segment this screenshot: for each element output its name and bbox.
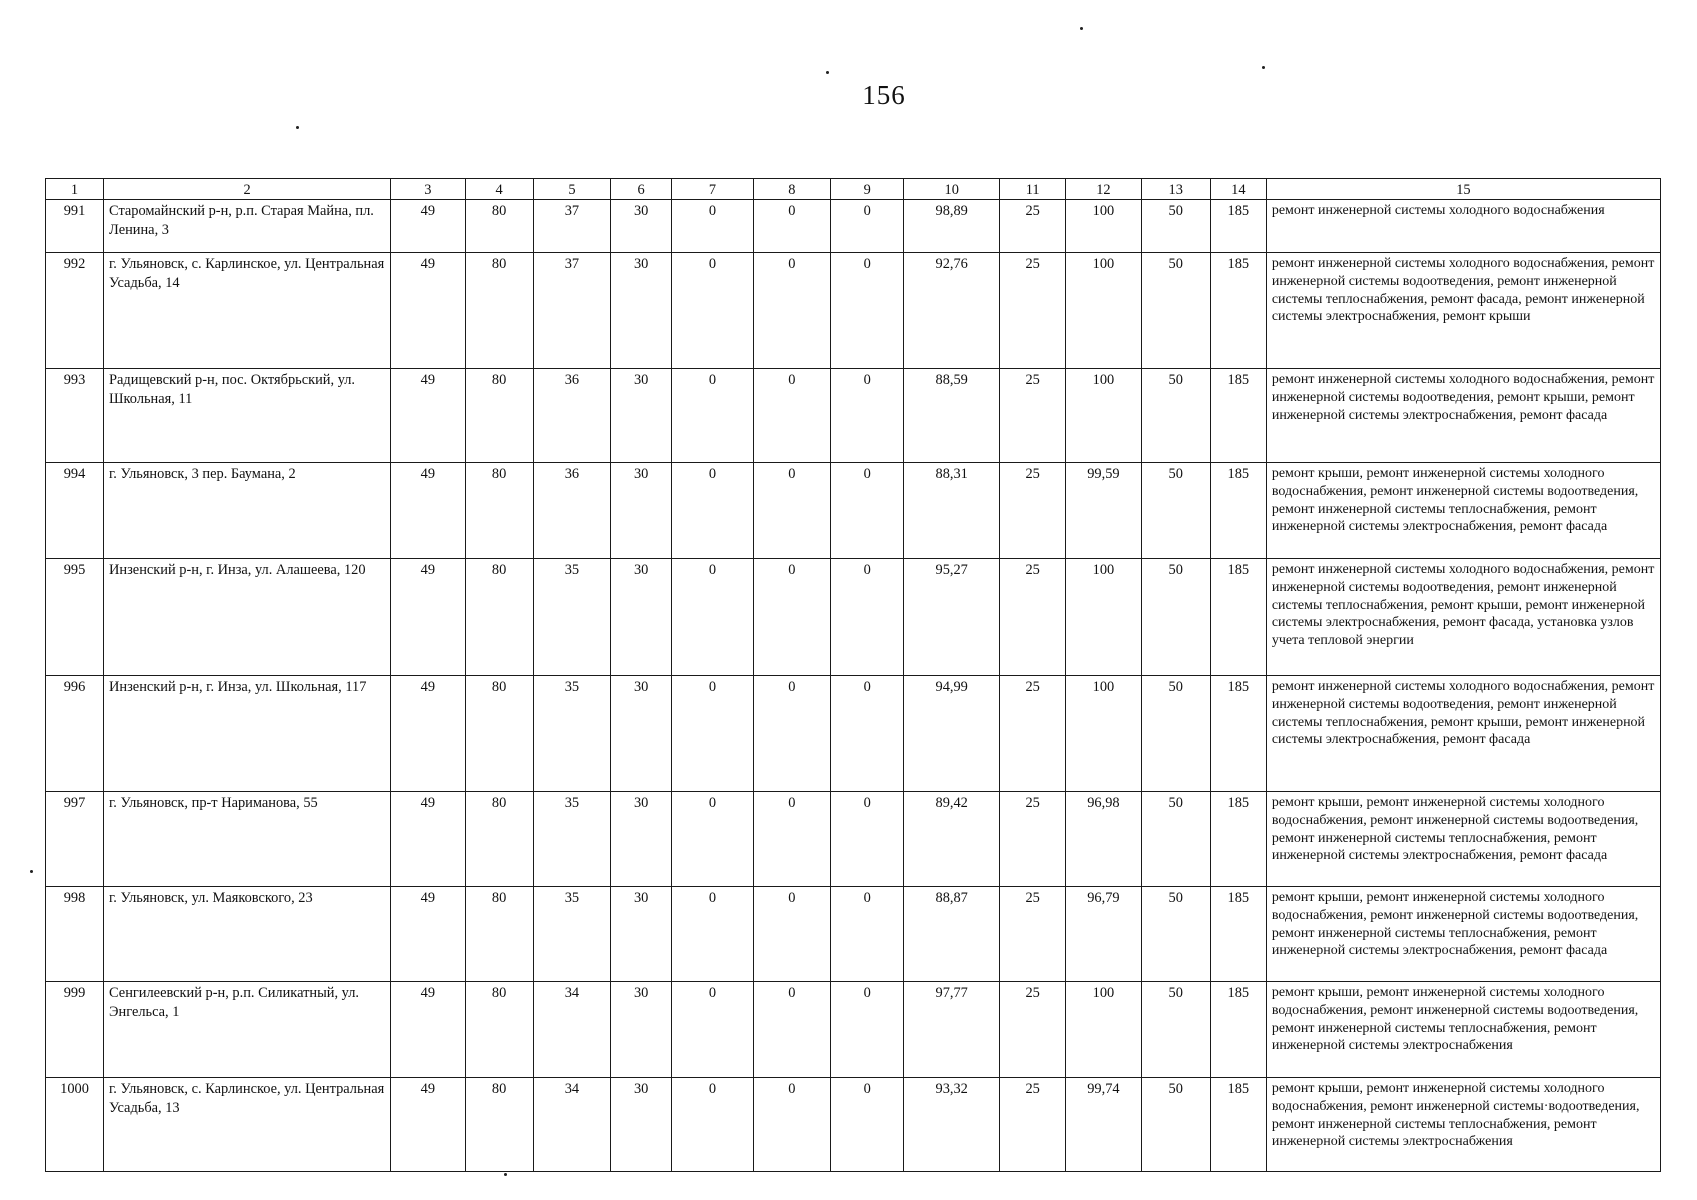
table-row (46, 369, 1661, 463)
column-header-14: 14 (1210, 179, 1266, 200)
address: Старомайнский р-н, р.п. Старая Майна, пл. Ленина, 3 (104, 200, 391, 253)
work-types: ремонт крыши, ремонт инженерной системы холодного водоснабжения, ремонт инженерной системы·водоотведения, ремонт инженерной системы теплоснабжения, ремонт инженерной системы электроснабжения (1266, 1078, 1660, 1172)
col-8-value: 0 (753, 982, 830, 1078)
col-13-value: 50 (1141, 559, 1210, 676)
col-11-value: 25 (1000, 1078, 1066, 1172)
address: Сенгилеевский р-н, р.п. Силикатный, ул. Энгельса, 1 (104, 982, 391, 1078)
col-11-value: 25 (1000, 559, 1066, 676)
work-types: ремонт инженерной системы холодного водоснабжения, ремонт инженерной системы водоотведения, ремонт инженерной системы теплоснабжения, ремонт фасада, ремонт инженерной системы электроснабжения, ремонт крыши (1266, 253, 1660, 369)
col-7-value: 0 (672, 676, 753, 792)
col-4-value: 80 (465, 463, 533, 559)
col-3-value: 49 (391, 792, 465, 887)
col-8-value: 0 (753, 369, 830, 463)
col-10-value: 92,76 (904, 253, 1000, 369)
col-11-value: 25 (1000, 369, 1066, 463)
col-6-value: 30 (611, 200, 672, 253)
col-14-value: 185 (1210, 253, 1266, 369)
col-4-value: 80 (465, 200, 533, 253)
col-6-value: 30 (611, 253, 672, 369)
col-11-value: 25 (1000, 253, 1066, 369)
col-13-value: 50 (1141, 887, 1210, 982)
col-6-value: 30 (611, 1078, 672, 1172)
col-5-value: 36 (533, 369, 610, 463)
work-types: ремонт инженерной системы холодного водоснабжения (1266, 200, 1660, 253)
col-4-value: 80 (465, 887, 533, 982)
col-14-value: 185 (1210, 982, 1266, 1078)
column-header-8: 8 (753, 179, 830, 200)
col-7-value: 0 (672, 887, 753, 982)
col-5-value: 37 (533, 200, 610, 253)
page-number: 156 (862, 80, 906, 110)
col-9-value: 0 (831, 559, 904, 676)
col-7-value: 0 (672, 253, 753, 369)
scan-speck (30, 870, 33, 873)
col-14-value: 185 (1210, 887, 1266, 982)
col-8-value: 0 (753, 559, 830, 676)
col-14-value: 185 (1210, 463, 1266, 559)
col-9-value: 0 (831, 253, 904, 369)
col-12-value: 100 (1066, 369, 1141, 463)
col-5-value: 37 (533, 253, 610, 369)
col-9-value: 0 (831, 676, 904, 792)
col-13-value: 50 (1141, 253, 1210, 369)
col-3-value: 49 (391, 463, 465, 559)
table-row (46, 982, 1661, 1078)
scan-speck (504, 1173, 507, 1176)
col-8-value: 0 (753, 200, 830, 253)
col-12-value: 96,98 (1066, 792, 1141, 887)
col-9-value: 0 (831, 200, 904, 253)
col-7-value: 0 (672, 200, 753, 253)
column-header-11: 11 (1000, 179, 1066, 200)
column-header-7: 7 (672, 179, 753, 200)
col-14-value: 185 (1210, 792, 1266, 887)
scan-speck (1262, 66, 1265, 69)
col-12-value: 99,74 (1066, 1078, 1141, 1172)
col-6-value: 30 (611, 887, 672, 982)
col-13-value: 50 (1141, 463, 1210, 559)
col-10-value: 94,99 (904, 676, 1000, 792)
column-header-13: 13 (1141, 179, 1210, 200)
column-header-10: 10 (904, 179, 1000, 200)
col-7-value: 0 (672, 559, 753, 676)
table-row (46, 1078, 1661, 1172)
col-9-value: 0 (831, 463, 904, 559)
row-number: 1000 (46, 1078, 104, 1172)
scan-speck (296, 126, 299, 129)
col-8-value: 0 (753, 676, 830, 792)
col-11-value: 25 (1000, 982, 1066, 1078)
col-10-value: 88,59 (904, 369, 1000, 463)
row-number: 991 (46, 200, 104, 253)
address: г. Ульяновск, с. Карлинское, ул. Центральная Усадьба, 14 (104, 253, 391, 369)
work-types: ремонт крыши, ремонт инженерной системы холодного водоснабжения, ремонт инженерной системы водоотведения, ремонт инженерной системы теплоснабжения, ремонт инженерной системы электроснабжения, ремонт фасада (1266, 792, 1660, 887)
column-header-4: 4 (465, 179, 533, 200)
address: г. Ульяновск, 3 пер. Баумана, 2 (104, 463, 391, 559)
col-14-value: 185 (1210, 369, 1266, 463)
table-row (46, 200, 1661, 253)
column-header-9: 9 (831, 179, 904, 200)
row-number: 992 (46, 253, 104, 369)
column-header-1: 1 (46, 179, 104, 200)
col-10-value: 88,31 (904, 463, 1000, 559)
address: г. Ульяновск, пр-т Нариманова, 55 (104, 792, 391, 887)
column-header-15: 15 (1266, 179, 1660, 200)
col-12-value: 99,59 (1066, 463, 1141, 559)
work-types: ремонт инженерной системы холодного водоснабжения, ремонт инженерной системы водоотведения, ремонт инженерной системы теплоснабжения, ремонт крыши, ремонт инженерной системы электроснабжения, ремонт фасада, установка узлов учета тепловой энергии (1266, 559, 1660, 676)
register-table (45, 178, 1661, 1172)
col-12-value: 100 (1066, 676, 1141, 792)
col-13-value: 50 (1141, 792, 1210, 887)
col-11-value: 25 (1000, 887, 1066, 982)
column-header-2: 2 (104, 179, 391, 200)
col-5-value: 35 (533, 676, 610, 792)
col-13-value: 50 (1141, 369, 1210, 463)
col-14-value: 185 (1210, 200, 1266, 253)
column-header-3: 3 (391, 179, 465, 200)
col-12-value: 96,79 (1066, 887, 1141, 982)
col-3-value: 49 (391, 887, 465, 982)
table-row (46, 792, 1661, 887)
col-5-value: 34 (533, 1078, 610, 1172)
col-10-value: 95,27 (904, 559, 1000, 676)
col-9-value: 0 (831, 1078, 904, 1172)
col-5-value: 36 (533, 463, 610, 559)
col-5-value: 34 (533, 982, 610, 1078)
col-3-value: 49 (391, 253, 465, 369)
col-10-value: 98,89 (904, 200, 1000, 253)
col-4-value: 80 (465, 676, 533, 792)
col-8-value: 0 (753, 792, 830, 887)
col-4-value: 80 (465, 792, 533, 887)
col-5-value: 35 (533, 792, 610, 887)
col-13-value: 50 (1141, 1078, 1210, 1172)
col-9-value: 0 (831, 792, 904, 887)
col-6-value: 30 (611, 982, 672, 1078)
column-header-5: 5 (533, 179, 610, 200)
col-4-value: 80 (465, 982, 533, 1078)
table-row (46, 887, 1661, 982)
address: Инзенский р-н, г. Инза, ул. Алашеева, 120 (104, 559, 391, 676)
col-12-value: 100 (1066, 253, 1141, 369)
address: г. Ульяновск, с. Карлинское, ул. Центральная Усадьба, 13 (104, 1078, 391, 1172)
table-row (46, 676, 1661, 792)
col-14-value: 185 (1210, 559, 1266, 676)
col-3-value: 49 (391, 369, 465, 463)
col-6-value: 30 (611, 369, 672, 463)
table-row (46, 559, 1661, 676)
col-11-value: 25 (1000, 200, 1066, 253)
col-6-value: 30 (611, 463, 672, 559)
col-10-value: 93,32 (904, 1078, 1000, 1172)
row-number: 994 (46, 463, 104, 559)
col-8-value: 0 (753, 253, 830, 369)
col-4-value: 80 (465, 1078, 533, 1172)
col-8-value: 0 (753, 463, 830, 559)
col-4-value: 80 (465, 559, 533, 676)
col-12-value: 100 (1066, 559, 1141, 676)
col-7-value: 0 (672, 369, 753, 463)
row-number: 997 (46, 792, 104, 887)
col-7-value: 0 (672, 792, 753, 887)
table-row (46, 253, 1661, 369)
col-5-value: 35 (533, 559, 610, 676)
header-row (46, 179, 1661, 200)
col-10-value: 97,77 (904, 982, 1000, 1078)
address: Радищевский р-н, пос. Октябрьский, ул. Школьная, 11 (104, 369, 391, 463)
col-9-value: 0 (831, 369, 904, 463)
col-3-value: 49 (391, 982, 465, 1078)
work-types: ремонт инженерной системы холодного водоснабжения, ремонт инженерной системы водоотведения, ремонт крыши, ремонт инженерной системы электроснабжения, ремонт фасада (1266, 369, 1660, 463)
work-types: ремонт крыши, ремонт инженерной системы холодного водоснабжения, ремонт инженерной системы водоотведения, ремонт инженерной системы теплоснабжения, ремонт инженерной системы электроснабжения, ремонт фасада (1266, 463, 1660, 559)
address: г. Ульяновск, ул. Маяковского, 23 (104, 887, 391, 982)
col-10-value: 88,87 (904, 887, 1000, 982)
col-4-value: 80 (465, 369, 533, 463)
col-3-value: 49 (391, 676, 465, 792)
col-6-value: 30 (611, 559, 672, 676)
col-13-value: 50 (1141, 676, 1210, 792)
col-5-value: 35 (533, 887, 610, 982)
col-8-value: 0 (753, 1078, 830, 1172)
col-7-value: 0 (672, 982, 753, 1078)
col-11-value: 25 (1000, 792, 1066, 887)
row-number: 995 (46, 559, 104, 676)
address: Инзенский р-н, г. Инза, ул. Школьная, 117 (104, 676, 391, 792)
row-number: 998 (46, 887, 104, 982)
work-types: ремонт крыши, ремонт инженерной системы холодного водоснабжения, ремонт инженерной системы водоотведения, ремонт инженерной системы теплоснабжения, ремонт инженерной системы электроснабжения, ремонт фасада (1266, 887, 1660, 982)
col-12-value: 100 (1066, 200, 1141, 253)
row-number: 993 (46, 369, 104, 463)
col-8-value: 0 (753, 887, 830, 982)
col-12-value: 100 (1066, 982, 1141, 1078)
scan-speck (826, 71, 829, 74)
col-14-value: 185 (1210, 676, 1266, 792)
col-6-value: 30 (611, 792, 672, 887)
col-9-value: 0 (831, 887, 904, 982)
col-3-value: 49 (391, 1078, 465, 1172)
col-11-value: 25 (1000, 676, 1066, 792)
col-7-value: 0 (672, 1078, 753, 1172)
col-9-value: 0 (831, 982, 904, 1078)
col-10-value: 89,42 (904, 792, 1000, 887)
row-number: 996 (46, 676, 104, 792)
col-7-value: 0 (672, 463, 753, 559)
work-types: ремонт крыши, ремонт инженерной системы холодного водоснабжения, ремонт инженерной системы водоотведения, ремонт инженерной системы теплоснабжения, ремонт инженерной системы электроснабжения (1266, 982, 1660, 1078)
col-4-value: 80 (465, 253, 533, 369)
scan-speck (1080, 27, 1083, 30)
col-13-value: 50 (1141, 982, 1210, 1078)
row-number: 999 (46, 982, 104, 1078)
col-3-value: 49 (391, 559, 465, 676)
column-header-6: 6 (611, 179, 672, 200)
col-13-value: 50 (1141, 200, 1210, 253)
col-3-value: 49 (391, 200, 465, 253)
table-row (46, 463, 1661, 559)
col-11-value: 25 (1000, 463, 1066, 559)
col-14-value: 185 (1210, 1078, 1266, 1172)
column-header-12: 12 (1066, 179, 1141, 200)
col-6-value: 30 (611, 676, 672, 792)
work-types: ремонт инженерной системы холодного водоснабжения, ремонт инженерной системы водоотведения, ремонт инженерной системы теплоснабжения, ремонт крыши, ремонт инженерной системы электроснабжения, ремонт фасада (1266, 676, 1660, 792)
